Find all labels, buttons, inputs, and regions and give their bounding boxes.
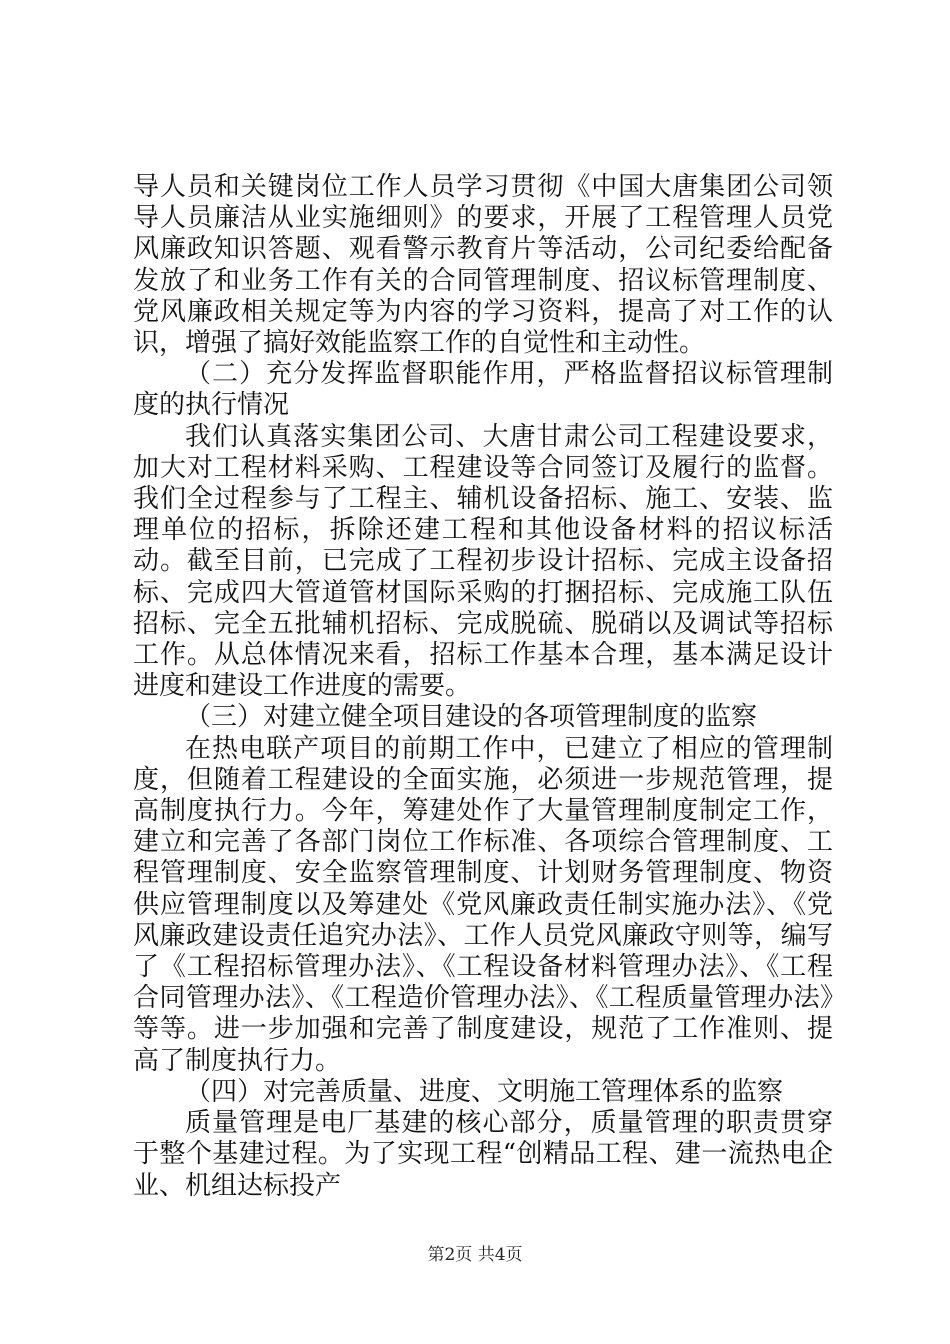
- document-body: [133, 172, 833, 1202]
- section-heading-2: （二）充分发挥监督职能作用，严格监督招议标管理制度的执行情况: [133, 359, 833, 421]
- page-footer: 第2页 共4页: [427, 1245, 523, 1265]
- paragraph-quality-management: 质量管理是电厂基建的核心部分，质量管理的职责贯穿于整个基建过程。为了实现工程“创精品工程、建一流热电企业、机组达标投产: [133, 1108, 833, 1201]
- paragraph-management-systems: 在热电联产项目的前期工作中，已建立了相应的管理制度，但随着工程建设的全面实施，必须进一步规范管理，提高制度执行力。今年，筹建处作了大量管理制度制定工作，建立和完善了各部门岗位工作标准、各项综合管理制度、工程管理制度、安全监察管理制度、计划财务管理制度、物资供应管理制度以及筹建处《党风廉政责任制实施办法》、《党风廉政建设责任追究办法》、工作人员党风廉政守则等，编写了《工程招标管理办法》、《工程设备材料管理办法》、《工程合同管理办法》、《工程造价管理办法》、《工程质量管理办法》等等。进一步加强和完善了制度建设，规范了工作准则、提高了制度执行力。: [133, 733, 833, 1076]
- paragraph-continuation: 导人员和关键岗位工作人员学习贯彻《中国大唐集团公司领导人员廉洁从业实施细则》的要求，开展了工程管理人员党风廉政知识答题、观看警示教育片等活动，公司纪委给配备发放了和业务工作有关的合同管理制度、招议标管理制度、党风廉政相关规定等为内容的学习资料，提高了对工作的认识，增强了搞好效能监察工作的自觉性和主动性。: [133, 172, 833, 359]
- section-heading-4: （四）对完善质量、进度、文明施工管理体系的监察: [185, 1076, 784, 1107]
- paragraph-bidding-supervision: 我们认真落实集团公司、大唐甘肃公司工程建设要求，加大对工程材料采购、工程建设等合同签订及履行的监督。我们全过程参与了工程主、辅机设备招标、施工、安装、监理单位的招标，拆除还建工程和其他设备材料的招议标活动。截至目前，已完成了工程初步设计招标、完成主设备招标、完成四大管道管材国际采购的打捆招标、完成施工队伍招标、完全五批辅机招标、完成脱硫、脱硝以及调试等招标工作。从总体情况来看，招标工作基本合理，基本满足设计进度和建设工作进度的需要。: [133, 421, 833, 702]
- section-heading-3: （三）对建立健全项目建设的各项管理制度的监察: [185, 702, 758, 733]
